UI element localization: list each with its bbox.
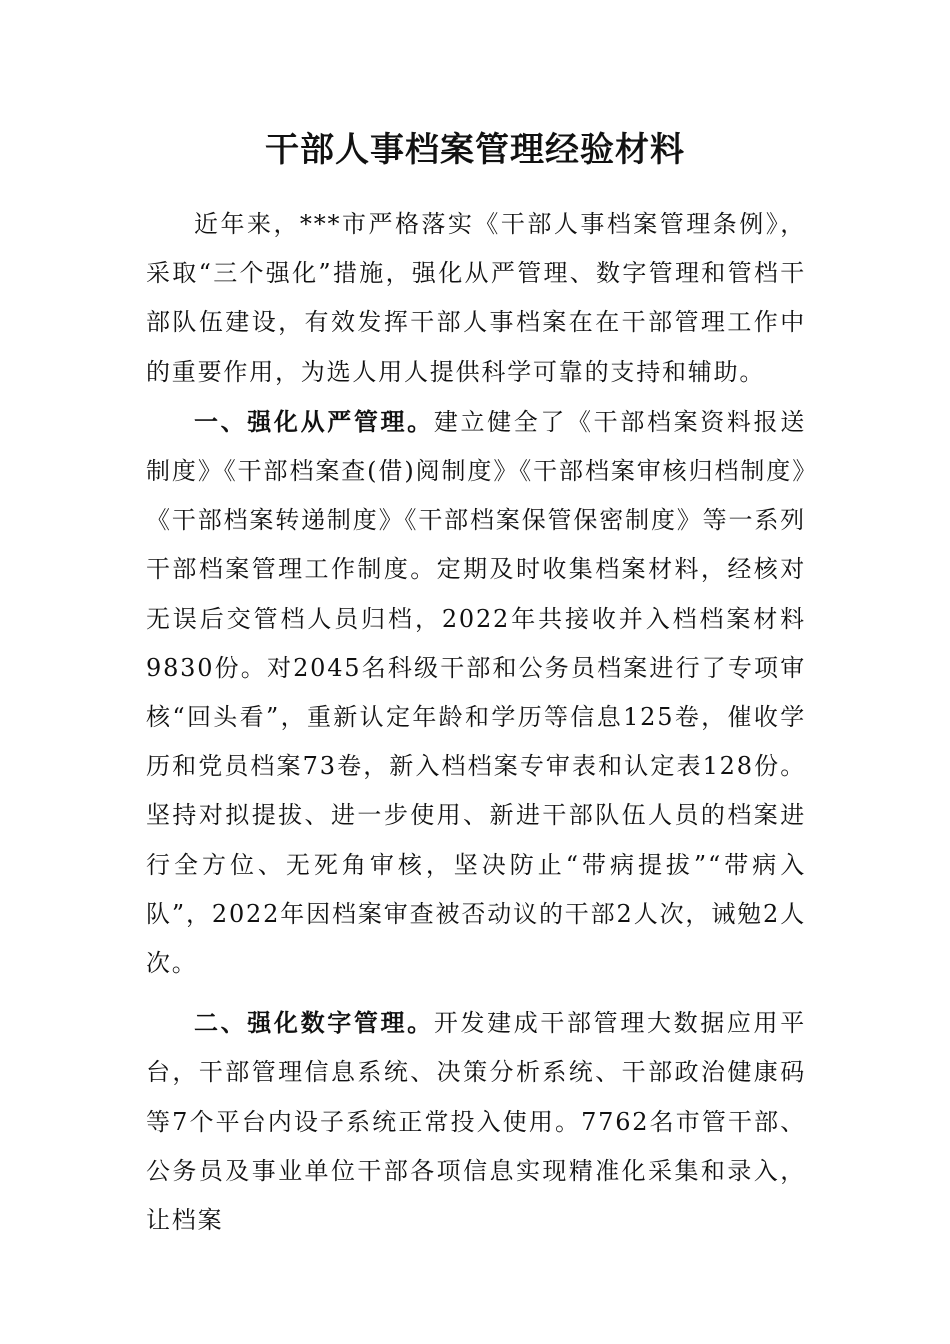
section-one-heading: 一、强化从严管理。 [194,406,434,436]
section-two-heading: 二、强化数字管理。 [194,1008,434,1038]
intro-paragraph: 近年来，***市严格落实《干部人事档案管理条例》，采取“三个强化”措施，强化从严管理、数字管理和管档干部队伍建设，有效发挥干部人事档案在在干部管理工作中的重要作用，为选人用人提供科学可靠的支持和辅助。 [146,210,806,386]
document-title: 干部人事档案管理经验材料 [265,130,685,170]
section-one-paragraph [146,397,806,988]
section-two-text: 开发建成干部管理大数据应用平台，干部管理信息系统、决策分析系统、干部政治健康码等7个平台内设子系统正常投入使用。7762名市管干部、公务员及事业单位干部各项信息实现精准化采集和录入，让档案 [146,1009,806,1235]
section-one-text: 建立健全了《干部档案资料报送制度》《干部档案查(借)阅制度》《干部档案审核归档制度》《干部档案转递制度》《干部档案保管保密制度》等一系列干部档案管理工作制度。定期及时收集档案材料，经核对无误后交管档人员归档，2022年共接收并入档档案材料9830份。对2045名科级干部和公务员档案进行了专项审核“回头看”，重新认定年龄和学历等信息125卷，催收学历和党员档案73卷，新入档档案专审表和认定表128份。坚持对拟提拔、进一步使用、新进干部队伍人员的档案进行全方位、无死角审核，坚决防止“带病提拔”“带病入队”，2022年因档案审查被否动议的干部2人次，诫勉2人次。 [146,407,806,978]
section-two-paragraph [146,998,806,1245]
document-body [146,200,806,1245]
